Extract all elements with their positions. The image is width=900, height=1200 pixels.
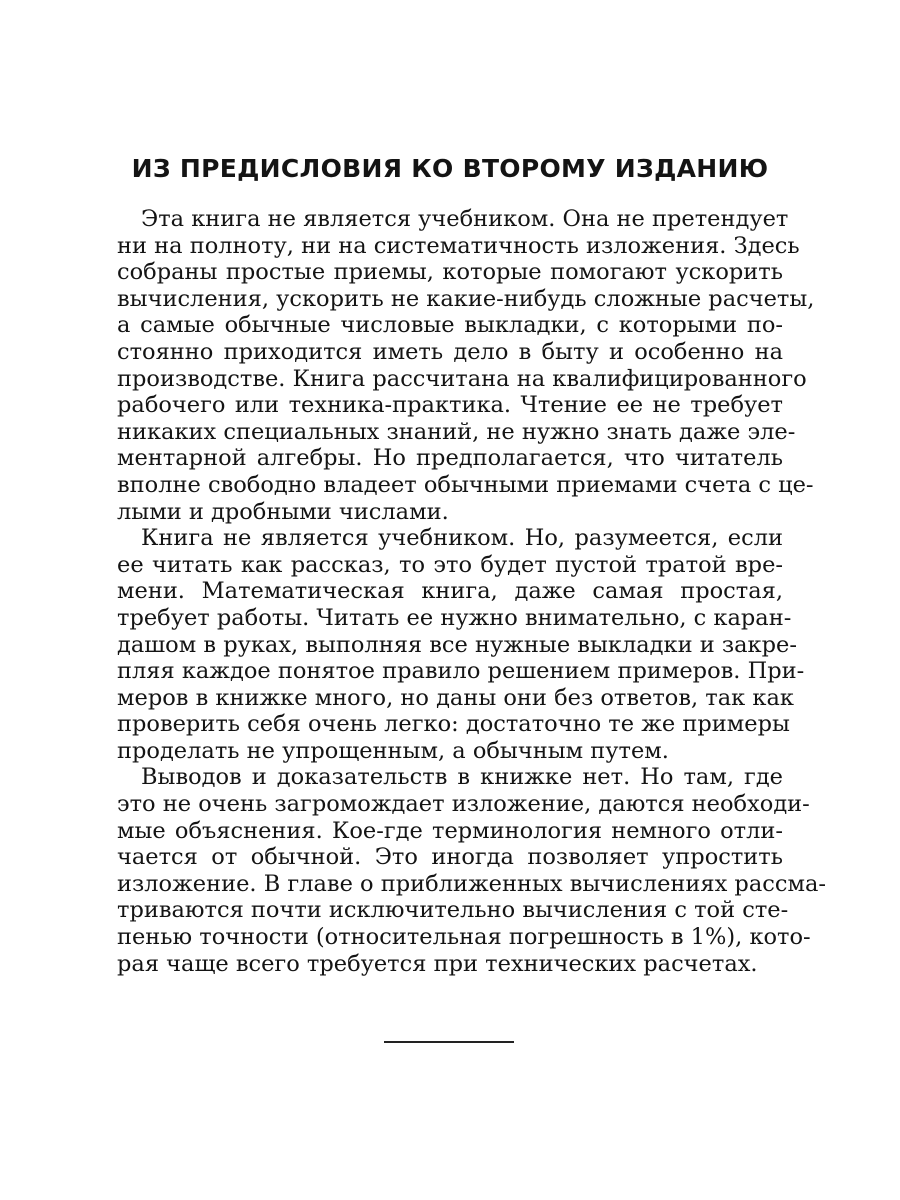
page-title: ИЗ ПРЕДИСЛОВИЯ КО ВТОРОМУ ИЗДАНИЮ <box>131 154 769 183</box>
text-line: никаких специальных знаний, не нужно знать даже эле- <box>117 418 796 445</box>
paragraph-3 <box>117 764 826 977</box>
paragraph-1 <box>117 206 815 525</box>
text-line: рая чаще всего требуется при технических расчетах. <box>117 950 758 977</box>
text-line: а самые обычные числовые выкладки, с которыми по- <box>117 312 783 339</box>
text-line: ментарной алгебры. Но предполагается, что читатель <box>117 445 783 472</box>
text-line: ее читать как рассказ, то это будет пустой тратой вре- <box>117 551 783 578</box>
text-line: ни на полноту, ни на систематичность изложения. Здесь <box>117 232 800 259</box>
section-end-rule <box>384 1041 514 1043</box>
text-line: вполне свободно владеет обычными приемами счета с це- <box>117 471 814 498</box>
text-line: вычисления, ускорить не какие-нибудь сложные расчеты, <box>117 285 815 312</box>
text-line: Выводов и доказательств в книжке нет. Но там, где <box>141 764 783 791</box>
text-line: пляя каждое понятое правило решением примеров. При- <box>117 658 805 685</box>
text-line: изложение. В главе о приближенных вычислениях рассма- <box>117 870 826 897</box>
preface-body <box>117 206 826 977</box>
text-line: проделать не упрощенным, а обычным путем. <box>117 737 669 764</box>
text-line: меров в книжке много, но даны они без ответов, так как <box>117 684 794 711</box>
text-line: Эта книга не является учебником. Она не претендует <box>141 206 789 232</box>
text-line: требует работы. Читать ее нужно внимательно, с каран- <box>117 604 792 631</box>
text-line: мени. Математическая книга, даже самая простая, <box>117 578 783 605</box>
text-line: рабочего или техника-практика. Чтение ее не требует <box>117 392 783 419</box>
paragraph-2 <box>117 525 805 764</box>
text-line: стоянно приходится иметь дело в быту и особенно на <box>117 338 783 365</box>
text-line: дашом в руках, выполняя все нужные выкладки и закре- <box>117 631 797 658</box>
text-line: триваются почти исключительно вычисления с той сте- <box>117 897 789 924</box>
text-line: собраны простые приемы, которые помогают ускорить <box>117 259 783 286</box>
text-line: проверить себя очень легко: достаточно те же примеры <box>117 711 790 738</box>
text-line: мые объяснения. Кое-где терминология немного отли- <box>117 817 783 844</box>
text-line: пенью точности (относительная погрешность в 1%), кото- <box>117 924 811 951</box>
text-line: лыми и дробными числами. <box>117 498 449 525</box>
text-line: чается от обычной. Это иногда позволяет упростить <box>117 844 783 871</box>
text-line: Книга не является учебником. Но, разумеется, если <box>141 525 783 552</box>
text-line: это не очень загромождает изложение, даются необходи- <box>117 791 810 818</box>
text-line: производстве. Книга рассчитана на квалифицированного <box>117 365 807 392</box>
